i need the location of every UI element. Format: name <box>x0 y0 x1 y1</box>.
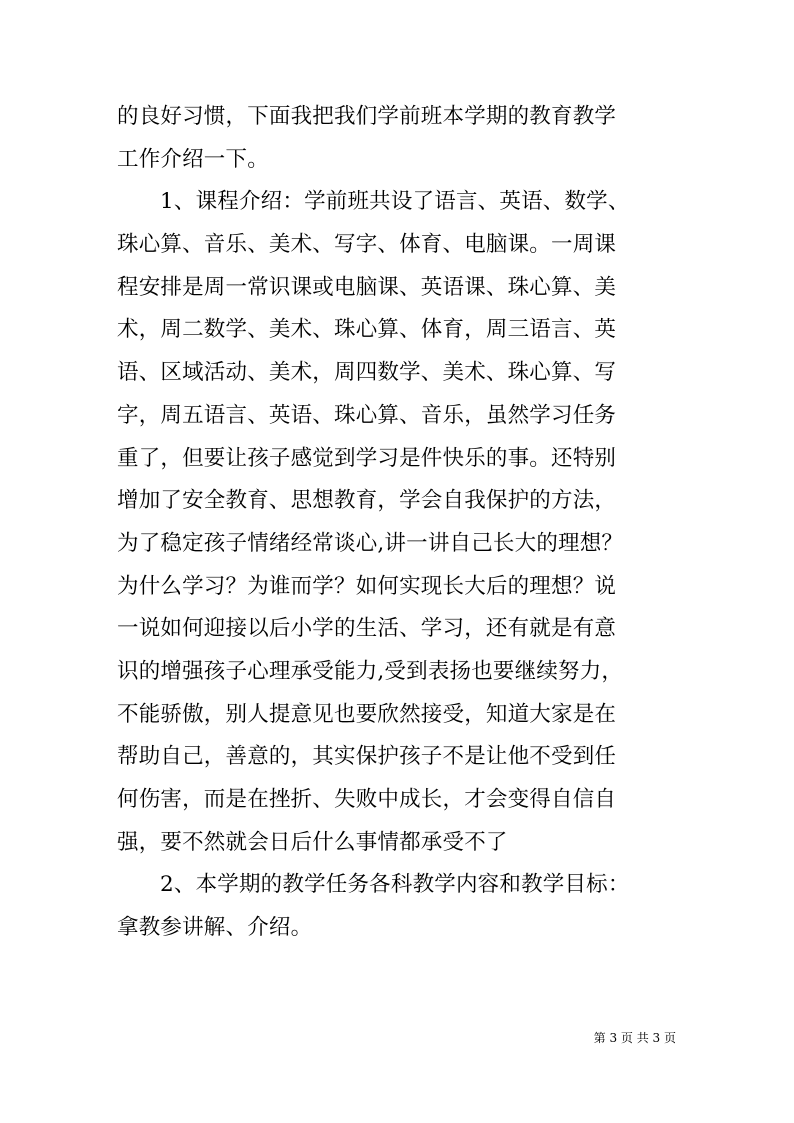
text-line: 一说如何迎接以后小学的生活、学习，还有就是有意 <box>117 616 617 642</box>
text-line: 术，周二数学、美术、珠心算、体育，周三语言、英 <box>117 317 617 343</box>
text-line: 帮助自己，善意的，其实保护孩子不是让他不受到任 <box>117 744 617 770</box>
text-line: 程安排是周一常识课或电脑课、英语课、珠心算、美 <box>117 274 617 300</box>
text-line: 增加了安全教育、思想教育，学会自我保护的方法， <box>117 488 617 514</box>
text-line: 为什么学习？为谁而学？如何实现长大后的理想？说 <box>117 573 617 599</box>
text-line: 1、课程介绍：学前班共设了语言、英语、数学、 <box>160 189 630 215</box>
text-line: 为了稳定孩子情绪经常谈心,讲一讲自己长大的理想？ <box>117 530 624 556</box>
text-line: 何伤害，而是在挫折、失败中成长，才会变得自信自 <box>117 787 617 812</box>
text-line: 不能骄傲，别人提意见也要欣然接受，知道大家是在 <box>117 701 617 727</box>
text-line: 识的增强孩子心理承受能力,受到表扬也要继续努力， <box>117 658 624 684</box>
text-line: 工作介绍一下。 <box>117 146 269 172</box>
body-text <box>117 96 677 950</box>
text-line: 拿教参讲解、介绍。 <box>117 915 313 941</box>
text-line: 语、区域活动、美术，周四数学、美术、珠心算、写 <box>117 360 617 386</box>
text-line: 2、本学期的教学任务各科教学内容和教学目标： <box>160 872 630 898</box>
text-line: 珠心算、音乐、美术、写字、体育、电脑课。一周课 <box>117 232 617 258</box>
page-number-footer: 第 3 页 共 3 页 <box>593 1031 676 1045</box>
text-line: 强，要不然就会日后什么事情都承受不了 <box>117 829 508 855</box>
text-line: 字，周五语言、英语、珠心算、音乐，虽然学习任务 <box>117 402 617 428</box>
text-line: 重了，但要让孩子感觉到学习是件快乐的事。还特别 <box>117 445 617 471</box>
text-line: 的良好习惯，下面我把我们学前班本学期的教育教学 <box>117 104 617 129</box>
